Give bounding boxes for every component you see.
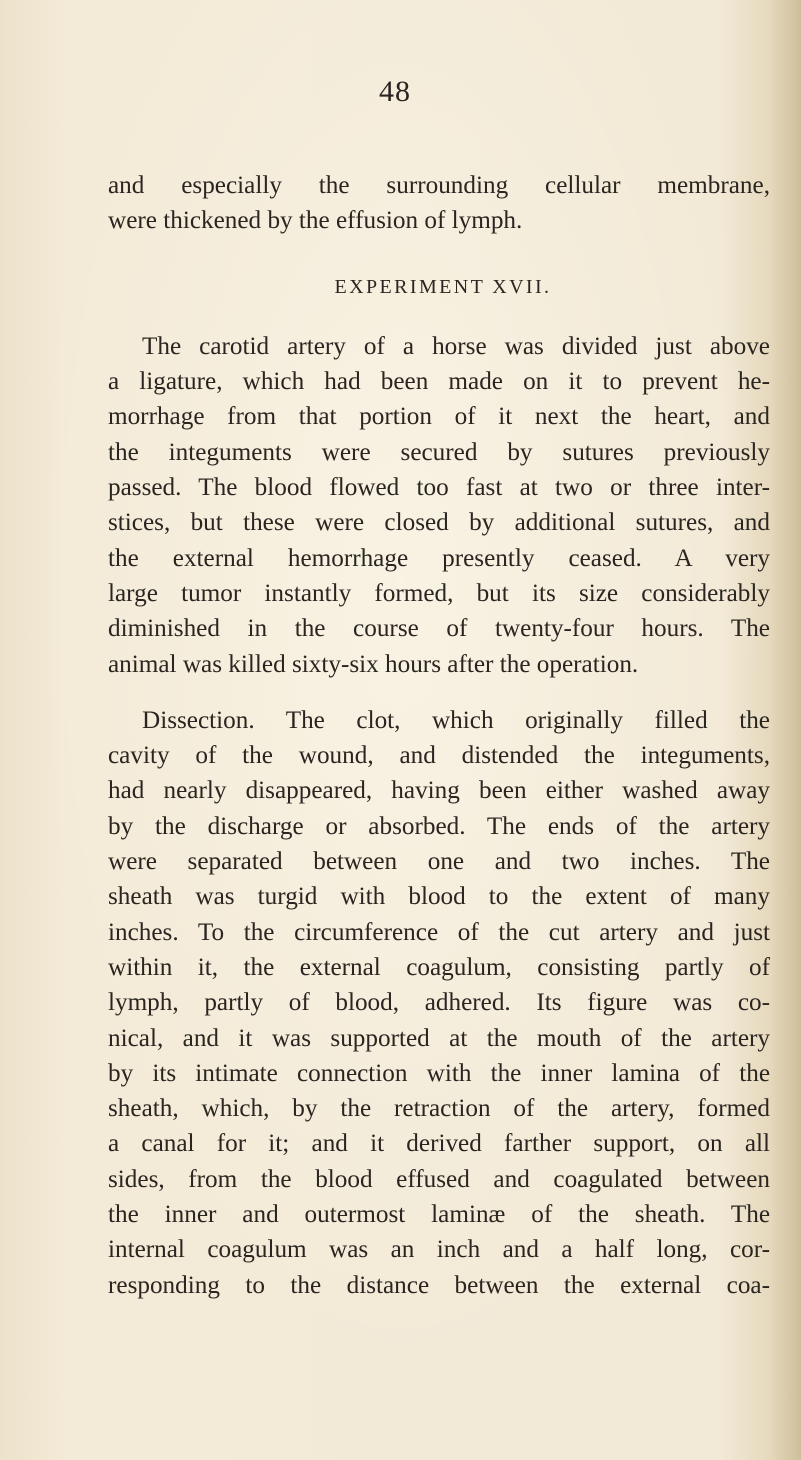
text-line: and especially the surrounding cellular membrane, (108, 172, 770, 199)
text-line: by the discharge or absorbed. The ends of the artery (108, 812, 770, 840)
section-heading: EXPERIMENT XVII. (334, 275, 552, 298)
text-line: animal was killed sixty-six hours after the operation. (108, 650, 639, 678)
text-line: the external hemorrhage presently ceased. A very (108, 544, 770, 572)
text-line: nical, and it was supported at the mouth of the artery (108, 1024, 770, 1052)
text-line: Dissection. The clot, which originally filled the (142, 706, 770, 734)
page-number: 48 (379, 75, 411, 108)
text-line: inches. To the circumference of the cut artery and just (108, 918, 770, 946)
text-line: The carotid artery of a horse was divided just above (142, 332, 770, 360)
text-line: diminished in the course of twenty-four hours. The (108, 615, 770, 643)
text-line: were separated between one and two inches. The (108, 848, 770, 876)
text-line: sides, from the blood effused and coagulated between (108, 1165, 770, 1193)
text-line: were thickened by the effusion of lymph. (108, 207, 523, 235)
text-line: the inner and outermost laminæ of the sheath. The (108, 1201, 770, 1229)
text-line: within it, the external coagulum, consisting partly of (108, 953, 770, 981)
text-line: the integuments were secured by sutures previously (108, 438, 770, 466)
text-line: sheath, which, by the retraction of the artery, formed (108, 1095, 770, 1123)
text-line: sheath was turgid with blood to the extent of many (108, 883, 770, 911)
paragraph-gap (108, 682, 770, 703)
text-line: passed. The blood flowed too fast at two or three inter- (108, 474, 770, 502)
text-line: a ligature, which had been made on it to prevent he- (108, 368, 770, 396)
text-line: internal coagulum was an inch and a half long, cor- (108, 1236, 770, 1264)
text-line: cavity of the wound, and distended the integuments, (108, 742, 770, 770)
text-line: stices, but these were closed by additional sutures, and (108, 509, 770, 537)
text-line: responding to the distance between the external coa- (108, 1271, 770, 1299)
text-line: large tumor instantly formed, but its size considerably (108, 579, 770, 607)
text-line: lymph, partly of blood, adhered. Its figure was co- (108, 989, 770, 1017)
text-line: by its intimate connection with the inner lamina of the (108, 1059, 770, 1087)
text-line: a canal for it; and it derived farther support, on all (108, 1130, 770, 1158)
text-line: morrhage from that portion of it next the heart, and (108, 403, 770, 431)
text-line: had nearly disappeared, having been either washed away (108, 777, 770, 805)
page-text (108, 168, 770, 1303)
